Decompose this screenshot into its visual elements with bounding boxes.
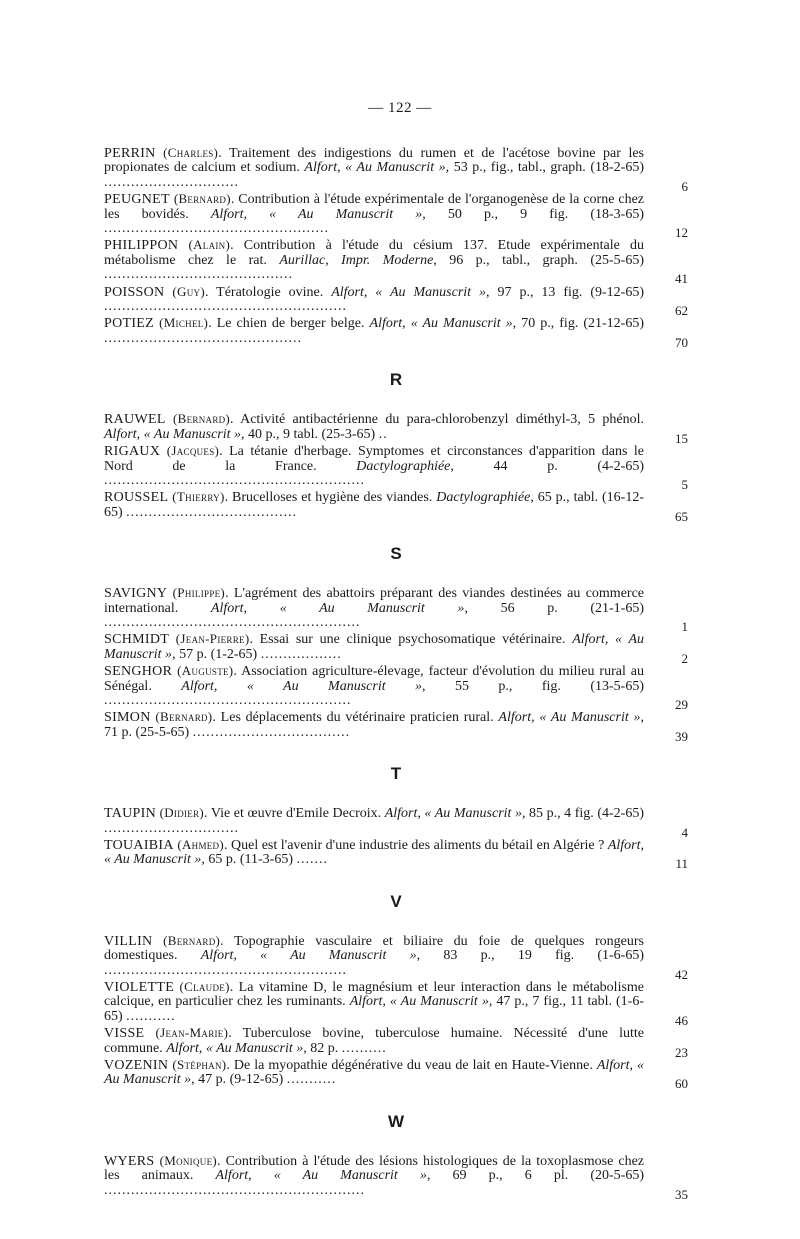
author-surname: PHILIPPON [104,238,179,254]
entry-details: , 65 p., tabl. (16-12-65) [104,490,644,520]
author-firstname: (Philippe) [172,585,226,601]
author-surname: TAUPIN [104,806,157,822]
entry-publisher: Alfort, « Au Manuscrit » [384,806,522,822]
leader-dots: ................................... [192,724,351,740]
entry-publisher: Aurillac, Impr. Moderne [279,252,434,268]
leader-dots: ....................................................... [104,692,352,708]
author-firstname: (Bernard) [163,932,221,948]
entry-publisher: Alfort, « Au Manuscrit » [331,284,487,300]
entry-details: , 44 p. (4-2-65) [450,458,644,474]
entry-text [104,838,644,868]
author-firstname: (Bernard) [173,191,231,207]
entry-title: . Topographie vasculaire et biliaire du foie de quelques rongeurs domestiques. [104,933,645,964]
leader-dots: .......................................................... [104,1182,365,1198]
bibliography-entry [104,663,688,712]
entry-page-number: 65 [675,508,688,524]
entry-details: , 40 p., 9 tabl. (25-3-65) [241,426,379,442]
author-firstname: (Jacques) [166,443,220,459]
author-firstname: (Bernard) [155,709,213,725]
section-letter: T [390,764,402,784]
author-firstname: (Stéphan) [172,1057,227,1073]
author-surname: VOZENIN [104,1058,169,1074]
entry-page-number: 62 [675,303,688,319]
entry-details: , 57 p. (1-2-65) [172,646,261,662]
entry-publisher: Alfort, « Au Manuscrit » [210,206,423,222]
author-surname: SCHMIDT [104,632,170,648]
entry-text [104,316,644,346]
section-v [104,891,688,1092]
bibliography-entry [104,979,688,1028]
entry-page-number: 15 [675,430,688,446]
bibliography-entry [104,805,688,840]
entry-title: . Contribution à l'étude du césium 137. Etude expérimentale du métabolisme chez le rat. [104,238,644,268]
bibliography-entry [104,837,688,872]
author-firstname: (Guy) [172,283,205,299]
entry-details: , 71 p. (25-5-65) [104,710,644,740]
author-surname: VILLIN [104,933,153,949]
entry-text [104,146,644,190]
entry-publisher: Alfort, « Au Manuscrit » [104,1058,645,1088]
section-s [104,544,688,744]
author-surname: PERRIN [104,146,156,161]
author-firstname: (Alain) [188,237,231,253]
entry-page-number: 6 [681,178,688,194]
entry-publisher: Alfort, « Au Manuscrit » [369,316,513,332]
leader-dots: ...................................................... [104,299,347,315]
entry-title: . Contribution à l'étude des lésions histologiques de la toxoplasmose chez les animaux. [104,1153,645,1184]
entry-text [104,586,644,630]
entry-title: . Le chien de berger belge. [208,316,370,332]
leader-dots: .................................................. [104,221,329,237]
entry-publisher: Alfort, « Au Manuscrit » [181,678,423,694]
entry-title: . La tétanie d'herbage. Symptomes et circonstances d'apparition dans le Nord de la France. [104,444,645,474]
entry-details: , 82 p. [303,1040,342,1056]
entry-page-number: 29 [675,696,688,712]
entry-page-number: 46 [675,1012,688,1028]
entry-details: , 53 p., fig., tabl., graph. (18-2-65) [445,160,644,176]
leader-dots: .................. [260,646,342,662]
section-letter: S [390,544,402,564]
section-w [104,1111,688,1202]
entry-publisher: Alfort, « Au Manuscrit » [104,838,645,868]
bibliography-entry [104,631,688,666]
entry-publisher: Alfort, « Au Manuscrit » [210,600,465,616]
entry-text [104,285,644,315]
entry-text [104,1026,644,1056]
entry-publisher: Alfort, « Au Manuscrit » [104,426,242,442]
leader-dots: ........... [126,1008,176,1024]
entry-title: . La vitamine D, le magnésium et leur interaction dans le métabolisme calcique, en particulier chez les ruminants. [104,980,645,1010]
leader-dots: ........... [286,1072,337,1088]
entry-details: , 47 p. (9-12-65) [191,1072,287,1088]
author-surname: RIGAUX [104,444,161,460]
author-surname: RAUWEL [104,412,166,428]
entry-details: , 96 p., tabl., graph. (25-5-65) [433,252,644,268]
bibliography-entry [104,191,688,241]
entry-title: . Association agriculture-élevage, facteur d'évolution du milieu rural au Sénégal. [104,664,644,694]
entry-details: , 47 p., 7 fig., 11 tabl. (1-6-65) [104,994,645,1024]
entry-details: , 97 p., 13 fig. (9-12-65) [486,284,644,300]
leader-dots: .......................................... [104,267,293,283]
entry-page-number: 35 [675,1186,688,1202]
leader-dots: ............................................ [104,330,302,346]
author-surname: POTIEZ [104,316,155,332]
bibliography-entry [104,1025,688,1060]
entry-publisher: Alfort, « Au Manuscrit » [104,632,644,662]
bibliography-entry [104,411,688,446]
author-firstname: (Michel) [159,315,209,331]
entry-details: , 65 p. (11-3-65) [201,852,297,868]
leader-dots: .. [378,426,388,442]
entry-text [104,806,644,836]
entry-title: . Traitement des indigestions du rumen et de l'acétose bovine par les propionates de calcium et sodium. [104,146,644,176]
entry-title: . Essai sur une clinique psychosomatique vétérinaire. [249,632,573,648]
entry-text [104,934,644,978]
author-firstname: (Jean-Marie) [155,1025,229,1041]
entry-details: , 69 p., 6 pl. (20-5-65) [426,1168,645,1184]
bibliography-entry [104,489,688,524]
entry-publisher: Dactylographiée [436,490,531,506]
page-number: — 122 — [368,100,432,116]
entry-page-number: 11 [675,856,688,872]
entry-page-number: 23 [675,1044,688,1060]
entry-text [104,1058,644,1088]
entry-title: . Quel est l'avenir d'une industrie des aliments du bétail en Algérie ? [223,838,608,853]
bibliography-entry [104,1057,688,1092]
entry-publisher: Alfort, « Au Manuscrit » [498,710,641,726]
entry-title: . Les déplacements du vétérinaire praticien rural. [212,710,499,726]
entry-title: . L'agrément des abattoirs préparant des viandes destinées au commerce international. [104,586,645,616]
section-p [104,145,688,350]
entry-publisher: Alfort, « Au Manuscrit » [215,1168,427,1184]
entry-details: , 85 p., 4 fig. (4-2-65) [521,806,645,822]
entry-page-number: 70 [675,334,688,350]
author-surname: SAVIGNY [104,586,168,602]
author-surname: WYERS [104,1153,155,1169]
entry-details: , 50 p., 9 fig. (18-3-65) [422,206,645,222]
entry-publisher: Alfort, « Au Manuscrit » [349,994,489,1010]
author-firstname: (Claude) [179,979,230,995]
bibliography-list [104,146,688,1200]
author-surname: ROUSSEL [104,490,169,506]
entry-publisher: Alfort, « Au Manuscrit » [166,1040,304,1056]
bibliography-entry [104,283,688,319]
leader-dots: .............................. [104,174,239,190]
entry-text [104,444,644,488]
entry-text [104,490,644,520]
entry-publisher: Alfort, « Au Manuscrit » [200,948,417,964]
entry-text [104,238,644,282]
entry-text [104,412,644,442]
entry-page-number: 42 [675,966,688,982]
author-firstname: (Bernard) [173,411,231,427]
bibliography-entry [104,709,688,744]
author-surname: VISSE [104,1026,145,1042]
leader-dots: .......................................................... [104,472,365,488]
entry-page-number: 39 [675,728,688,744]
entry-page-number: 12 [675,225,688,241]
entry-title: . Brucelloses et hygiène des viandes. [224,490,437,506]
leader-dots: ...................................................... [104,962,347,978]
entry-page-number: 60 [675,1076,688,1092]
entry-text [104,1154,644,1198]
leader-dots: .............................. [104,820,239,836]
leader-dots: ......................................................... [104,614,361,630]
author-surname: TOUAIBIA [104,838,174,853]
entry-page-number: 4 [681,824,688,840]
section-letter: W [387,1111,405,1131]
entry-text [104,192,644,236]
author-firstname: (Didier) [159,805,205,821]
entry-publisher: Dactylographiée [356,458,451,474]
leader-dots: ....... [296,852,328,868]
section-letter: R [389,370,403,390]
section-letter: V [390,891,402,911]
entry-title: . De la myopathie dégénérative du veau de lait en Haute-Vienne. [226,1058,597,1074]
bibliography-entry [104,237,688,287]
entry-page-number: 2 [681,650,688,666]
bibliography-entry [104,585,688,634]
entry-text [104,710,644,740]
entry-text [104,664,644,708]
bibliography-entry [104,315,688,350]
entry-title: . Tératologie ovine. [204,284,332,300]
entry-title: . Vie et œuvre d'Emile Decroix. [204,806,385,822]
author-firstname: (Charles) [163,145,219,160]
entry-details: , 55 p., fig. (13-5-65) [422,678,644,694]
author-surname: VIOLETTE [104,980,175,996]
author-firstname: (Jean-Pierre) [175,631,250,647]
entry-page-number: 1 [681,618,688,634]
entry-text [104,980,644,1024]
entry-text [104,632,644,662]
author-firstname: (Auguste) [177,663,234,679]
author-firstname: (Ahmed) [177,837,224,852]
entry-title: . Contribution à l'étude expérimentale de l'organogenèse de la corne chez les bovidés. [104,192,644,222]
author-firstname: (Monique) [159,1152,218,1168]
entry-details: , 83 p., 19 fig. (1-6-65) [416,948,645,964]
leader-dots: .......... [341,1040,387,1056]
entry-title: . Tuberculose bovine, tuberculose humaine. Nécessité d'une lutte commune. [104,1026,644,1056]
entry-publisher: Alfort, « Au Manuscrit » [304,160,446,176]
bibliography-entry [104,145,688,194]
section-t [104,764,688,872]
section-r [104,370,688,524]
bibliography-entry [104,1152,688,1202]
author-surname: SENGHOR [104,664,173,680]
author-surname: PEUGNET [104,192,170,208]
author-surname: POISSON [104,284,165,300]
bibliography-entry [104,932,688,982]
leader-dots: ...................................... [126,504,298,520]
author-surname: SIMON [104,710,151,726]
entry-title: . Activité antibactérienne du para-chlorobenzyl diméthyl-3, 5 phénol. [230,412,645,428]
author-firstname: (Thierry) [172,489,225,505]
entry-details: , 70 p., fig. (21-12-65) [512,316,645,332]
entry-details: , 56 p. (21-1-65) [464,600,644,616]
entry-page-number: 5 [681,476,688,492]
bibliography-entry [104,443,688,492]
entry-page-number: 41 [675,271,688,287]
